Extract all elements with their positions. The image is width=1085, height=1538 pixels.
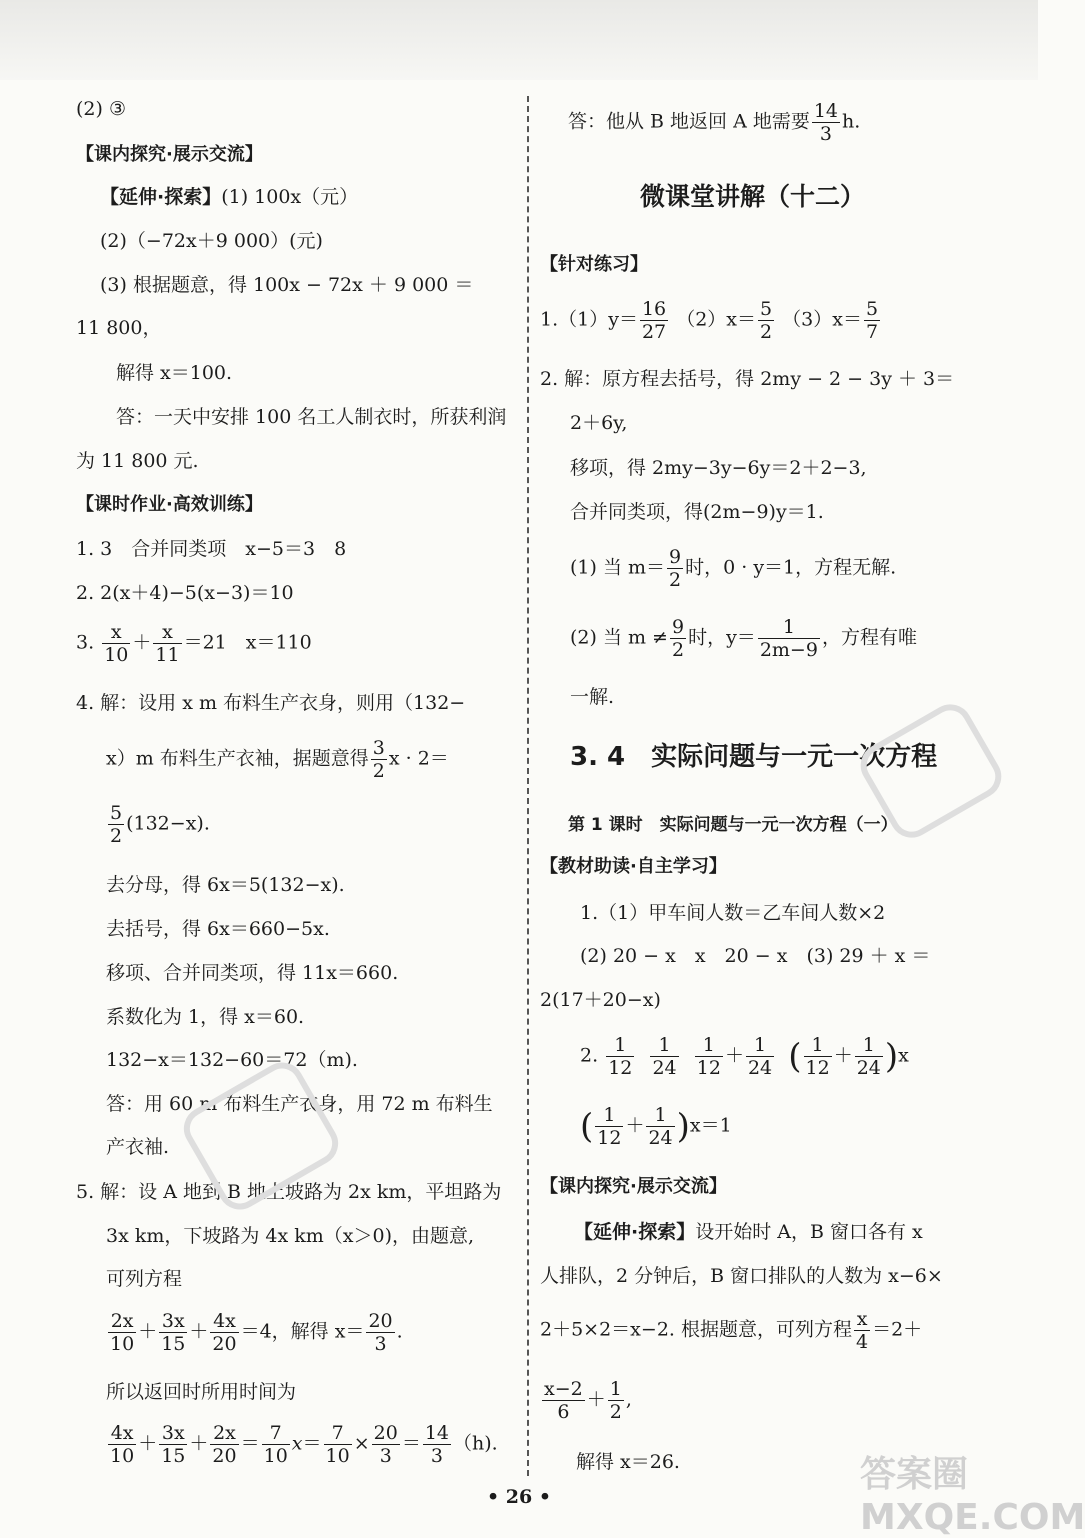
answer-line: 合并同类项，得(2m−9)y＝1. [570, 501, 824, 523]
item-number: 2. [580, 1044, 599, 1067]
answer-line: 人排队，2 分钟后，B 窗口排队的人数为 x−6× [540, 1265, 943, 1287]
equation-text: x · 2＝ [388, 747, 449, 770]
answer-line: (3) 根据题意，得 100x − 72x ＋ 9 000 ＝ [100, 274, 474, 296]
fraction: $\frac{14}{3}$ [424, 1422, 450, 1467]
equation-line [570, 546, 896, 591]
answer-line: 可列方程 [106, 1268, 183, 1290]
item-number: 3. [76, 631, 95, 654]
answer-line: 移项，得 2my−3y−6y＝2＋2−3, [570, 457, 867, 479]
fraction: $\frac{1}{2m-9}$ [759, 616, 818, 661]
fraction: $\frac{1}{12}$ [608, 1034, 633, 1079]
equation-line [568, 100, 860, 145]
answer-line [100, 186, 358, 208]
fraction: $\frac{14}{3}$ [813, 100, 839, 145]
fraction: $\frac{3}{2}$ [372, 737, 385, 782]
answer-line: (2)（−72x＋9 000）(元) [100, 230, 323, 252]
equation-text: ，方程有唯 [821, 626, 917, 649]
section-heading: 【课内探究·展示交流】 [76, 144, 263, 165]
answer-line: 11 800， [76, 317, 162, 339]
fraction: $\frac{1}{12}$ [696, 1034, 721, 1079]
answer-line: 2＋6y, [570, 412, 628, 434]
answer-line: 产衣袖. [106, 1136, 170, 1158]
footer-watermark: 答案圈 MXQE.COM [860, 1454, 1085, 1538]
equation-text: （3）x＝ [782, 308, 862, 331]
equation-text: x [898, 1044, 909, 1067]
equation-line [570, 616, 917, 661]
fraction: $\frac{1}{24}$ [856, 1034, 881, 1079]
answer-line: 1.（1）甲车间人数＝乙车间人数×2 [580, 902, 886, 924]
equation-text: x）m 布料生产衣袖，据题意得 [106, 747, 369, 770]
fraction: $\frac{1}{24}$ [747, 1034, 773, 1079]
answer-line [574, 1221, 923, 1243]
fraction: $\frac{2x}{20}$ [212, 1422, 237, 1467]
equation-text: , [625, 1388, 632, 1411]
fraction: $\frac{1}{12}$ [805, 1034, 830, 1079]
equation-text: (132−x). [126, 812, 210, 835]
answer-text: 答：他从 B 地返回 A 地需要 [568, 110, 810, 133]
answer-line: 答：一天中安排 100 名工人制衣时，所获利润 [116, 406, 507, 428]
equation-text: (1) 当 m＝ [570, 556, 666, 579]
equation-line [106, 802, 210, 847]
equation-line: 2. $\frac{1}{12}$ $\frac{1}{24}$ $\frac{1}{12}$ ＋ $\frac{1}{24}$ ( $\frac{1}{12}$ ＋ $\frac{1}{24}$ )x [580, 1034, 909, 1079]
section-heading: 【课时作业·高效训练】 [76, 494, 263, 515]
answer-line: (2) 20 − x x 20 − x (3) 29 ＋ x ＝ [580, 945, 931, 967]
answer-line: 为 11 800 元. [76, 450, 199, 472]
fraction: $\frac{4x}{10}$ [110, 1422, 135, 1467]
fraction: $\frac{20}{3}$ [373, 1422, 398, 1467]
equation-text: 1.（1）y＝ [540, 308, 638, 331]
fraction: $\frac{9}{2}$ [669, 546, 682, 591]
fraction: $\frac{3x}{15}$ [161, 1310, 186, 1355]
answer-line: 移项、合并同类项，得 11x＝660. [106, 962, 399, 984]
answer-line: 去分母，得 6x＝5(132−x). [106, 874, 345, 896]
answer-line: 3x km，下坡路为 4x km（x＞0)，由题意, [106, 1225, 475, 1247]
answer-line: 去括号，得 6x＝660−5x. [106, 918, 330, 940]
fraction: $\frac{4x}{20}$ [212, 1310, 237, 1355]
label: 【延伸·探索】 [574, 1221, 696, 1243]
section-name: 实际问题与一元一次方程 [651, 742, 938, 772]
section-number: 3. 4 [570, 742, 626, 772]
answer-line: (2) ③ [76, 98, 126, 120]
fraction: $\frac{1}{24}$ [652, 1034, 677, 1079]
section-heading: 【课内探究·展示交流】 [540, 1176, 727, 1197]
answer-line: 所以返回时所用时间为 [106, 1381, 297, 1403]
fraction: $\frac{x}{10}$ [104, 621, 129, 666]
answer-line: 系数化为 1，得 x＝60. [106, 1006, 305, 1028]
equation-line [540, 1308, 922, 1353]
equation-text: ＝4，解得 x＝ [240, 1320, 365, 1343]
equation-text: x＝1 [689, 1114, 732, 1137]
fraction: $\frac{x}{11}$ [155, 621, 180, 666]
equation-line [106, 737, 449, 782]
fraction: $\frac{5}{2}$ [760, 298, 773, 343]
equation-text: ＝21 x＝110 [183, 631, 312, 654]
equation-text: （2）x＝ [676, 308, 756, 331]
answer-line: 1. 3 合并同类项 x−5＝3 8 [76, 538, 347, 560]
equation-line: $\frac{4x}{10}$ ＋ $\frac{3x}{15}$ ＋ $\frac{2x}{20}$ ＝ $\frac{7}{10}$ x＝ $\frac{7}{10}$ × $\frac{20}{3}$ ＝ $\frac{14}{3}$ （h). [110, 1422, 498, 1467]
answer-line: 2. 解：原方程去括号，得 2my − 2 − 3y ＋ 3＝ [540, 368, 955, 390]
fraction: $\frac{5}{7}$ [865, 298, 879, 343]
page-number: • 26 • [487, 1486, 551, 1508]
equation-text: 时，y＝ [688, 626, 756, 649]
fraction: $\frac{7}{10}$ [263, 1422, 288, 1467]
fraction: $\frac{16}{27}$ [641, 298, 667, 343]
section-title: 微课堂讲解（十二） [640, 182, 866, 211]
equation-line [540, 298, 882, 343]
equation-line: ( $\frac{1}{12}$ ＋ $\frac{1}{24}$ )x＝1 [580, 1104, 732, 1149]
equation-text: (2) 当 m ≠ [570, 626, 668, 649]
fraction: $\frac{2x}{10}$ [110, 1310, 135, 1355]
answer-line: 132−x＝132−60＝72（m). [106, 1049, 358, 1071]
section-heading: 【针对练习】 [540, 254, 648, 275]
label: 【延伸·探索】 [100, 186, 222, 208]
answer-line: 5. 解：设 A 地到 B 地上坡路为 2x km，平坦路为 [76, 1181, 502, 1203]
answer-line: 2. 2(x＋4)−5(x−3)＝10 [76, 582, 294, 604]
lesson-title: 第 1 课时 实际问题与一元一次方程（一） [568, 815, 898, 835]
equation-text: ＝2＋ [872, 1318, 923, 1341]
equation-text: 时，0 · y＝1，方程无解. [685, 556, 897, 579]
fraction: $\frac{x-2}{6}$ [544, 1378, 583, 1423]
answer-line: 一解. [570, 686, 615, 708]
fraction: $\frac{x}{4}$ [856, 1308, 869, 1353]
fraction: $\frac{20}{3}$ [368, 1310, 393, 1355]
fraction: $\frac{9}{2}$ [671, 616, 685, 661]
answer-line: 解得 x＝26. [576, 1451, 680, 1473]
section-heading: 【教材助读·自主学习】 [540, 856, 727, 877]
equation-line: 3. $\frac{x}{10}$ ＋ $\frac{x}{11}$ ＝21 x＝110 [76, 621, 312, 666]
equation-line: $\frac{2x}{10}$ ＋ $\frac{3x}{15}$ ＋ $\frac{4x}{20}$ ＝4，解得 x＝ $\frac{20}{3}$ . [110, 1310, 403, 1355]
answer-line: 4. 解：设用 x m 布料生产衣身，则用（132− [76, 692, 466, 714]
answer-text: 设开始时 A，B 窗口各有 x [695, 1221, 923, 1243]
fraction: $\frac{1}{12}$ [597, 1104, 622, 1149]
answer-text: (1) 100x（元） [221, 186, 359, 208]
fraction: $\frac{7}{10}$ [325, 1422, 350, 1467]
equation-line: $\frac{x-2}{6}$ ＋ $\frac{1}{2}$ , [544, 1378, 632, 1423]
answer-line: 2(17＋20−x) [540, 989, 661, 1011]
scan-top-shadow [0, 0, 1038, 80]
fraction: $\frac{3x}{15}$ [161, 1422, 186, 1467]
fraction: $\frac{1}{2}$ [609, 1378, 622, 1423]
fraction: $\frac{1}{24}$ [648, 1104, 673, 1149]
answer-line: 解得 x＝100. [116, 362, 233, 384]
fraction: $\frac{5}{2}$ [110, 802, 123, 847]
equation-text: 2＋5×2＝x−2. 根据题意，可列方程 [540, 1318, 852, 1341]
answer-text: h. [842, 110, 861, 133]
equation-text: （h). [453, 1432, 498, 1455]
column-divider [527, 96, 529, 1476]
answer-line: 答：用 60 m 布料生产衣身，用 72 m 布料生 [106, 1093, 493, 1115]
